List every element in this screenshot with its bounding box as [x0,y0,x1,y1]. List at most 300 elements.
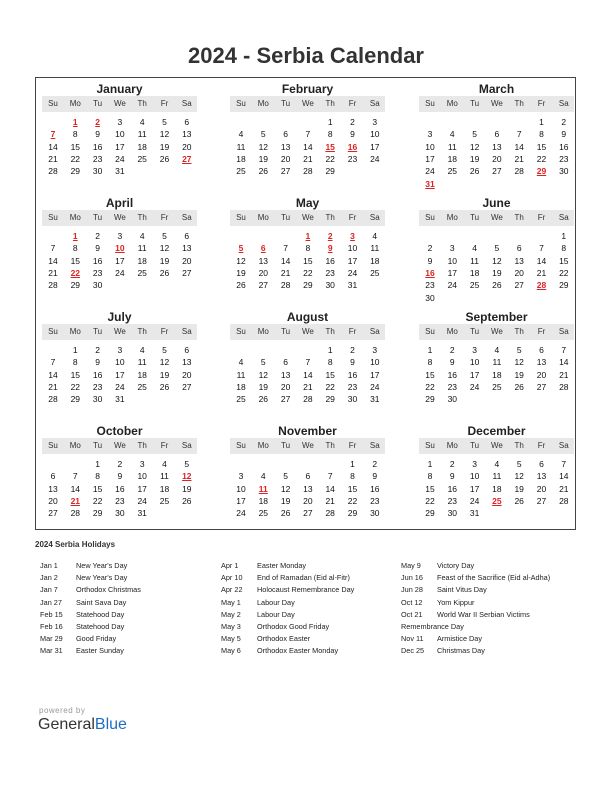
date-cell: 11 [160,471,169,482]
holiday-date-label: Jun 28 [401,585,423,595]
date-cell: 6 [50,471,56,482]
date-cell: 10 [370,357,380,368]
date-cell: 15 [425,369,435,380]
weekday-label: Mo [257,99,269,108]
date-cell: 14 [70,483,81,494]
weekday-label: Mo [69,99,81,108]
date-cell: 29 [325,166,335,177]
date-cell: 11 [447,141,457,152]
date-cell: 17 [115,369,125,380]
holiday-date: 1 [305,231,311,241]
date-cell: 29 [325,394,335,405]
date-cell: 2 [95,231,100,241]
date-cell: 20 [280,153,291,164]
weekday-label: Su [48,99,58,108]
weekday-label: Th [137,99,147,108]
weekday-label: Su [425,99,435,108]
date-cell: 22 [70,153,81,164]
date-cell: 28 [514,166,524,177]
date-cell: 25 [469,280,480,291]
date-cell: 3 [117,345,123,355]
date-cell: 29 [92,508,103,519]
weekday-label: Mo [69,441,81,450]
weekday-label: Th [325,99,335,108]
date-cell: 24 [137,495,147,506]
date-cell: 8 [350,471,355,482]
date-cell: 25 [137,267,147,278]
date-cell: 7 [561,345,567,355]
date-cell: 19 [236,267,246,278]
weekday-label: Mo [446,327,458,336]
date-cell: 7 [305,357,311,368]
date-cell: 20 [258,267,269,278]
date-cell: 30 [447,394,458,405]
holiday-date: 2 [327,231,333,241]
holiday-date: 12 [182,471,192,482]
date-cell: 16 [92,255,103,266]
date-cell: 11 [236,369,246,380]
holiday-date-label: May 9 [401,561,421,570]
date-cell: 14 [303,141,313,152]
date-cell: 6 [494,129,500,140]
date-cell: 8 [72,357,78,368]
date-cell: 8 [72,243,78,254]
date-cell: 17 [115,255,125,266]
date-cell: 13 [48,483,58,494]
date-cell: 15 [303,255,313,266]
month-name: October [96,424,143,438]
holiday-row [221,584,354,596]
holiday-date: 9 [327,243,333,254]
date-cell: 4 [139,345,145,355]
date-cell: 13 [182,129,192,140]
month-name: February [281,82,334,96]
date-cell: 14 [48,141,58,152]
date-cell: 19 [280,495,291,506]
month-name: August [286,310,329,324]
holiday-name: Orthodox Christmas [76,585,141,595]
generalblue-logo[interactable] [38,716,127,734]
date-cell: 4 [238,357,244,368]
brand-general: General [38,716,95,733]
weekday-label: We [301,441,314,450]
date-cell: 4 [372,231,378,241]
date-cell: 23 [447,381,458,392]
date-cell: 20 [514,267,524,278]
holiday-row [40,645,141,657]
date-cell: 3 [472,345,477,355]
holiday-name: Statehood Day [76,609,125,619]
weekday-label: Su [236,213,246,222]
date-cell: 18 [159,483,170,494]
weekday-label: Tu [281,327,291,336]
holiday-row [40,621,141,633]
date-cell: 14 [48,369,58,380]
date-cell: 1 [72,345,78,355]
weekday-header [230,210,385,226]
date-cell: 6 [283,129,288,140]
date-cell: 18 [447,153,458,164]
holiday-name: Remembrance Day [401,621,464,631]
date-cell: 12 [280,483,291,494]
date-cell: 24 [469,495,480,506]
weekday-label: Tu [93,441,103,450]
date-cell: 7 [305,129,311,140]
holiday-date-label: Mar 31 [40,646,63,656]
date-cell: 12 [492,255,502,266]
date-cell: 20 [182,369,192,380]
holiday-name: Orthodox Easter [257,634,311,644]
date-cell: 30 [447,508,458,519]
holidays-heading: 2024 Serbia Holidays [35,540,116,549]
date-cell: 12 [258,141,269,152]
weekday-label: Su [236,99,246,108]
date-cell: 11 [137,129,147,140]
holiday-name: World War II Serbian Victims [437,609,530,619]
date-cell: 8 [72,129,78,140]
date-cell: 19 [514,483,524,494]
date-cell: 27 [492,166,502,177]
weekday-label: Tu [281,213,291,222]
weekday-label: Sa [181,99,192,108]
date-cell: 28 [70,508,81,519]
date-cell: 5 [162,345,167,355]
date-cell: 6 [184,231,190,241]
date-cell: 6 [516,243,522,254]
date-cell: 30 [425,292,435,303]
holiday-date-label: May 5 [221,634,241,644]
date-cell: 18 [236,381,246,392]
date-cell: 24 [370,381,380,392]
weekday-label: Su [425,441,435,450]
date-cell: 11 [137,243,147,254]
date-cell: 24 [469,381,480,392]
date-cell: 21 [48,153,58,164]
date-cell: 25 [492,381,502,392]
weekday-label: Sa [181,327,192,336]
date-cell: 19 [182,483,192,494]
date-cell: 25 [447,166,458,177]
date-cell: 3 [372,117,378,127]
date-cell: 13 [182,357,192,368]
holiday-name: New Year's Day [76,561,128,570]
month-name: March [478,82,515,96]
holiday-date: 15 [325,141,335,152]
date-cell: 5 [260,129,266,140]
date-cell: 21 [325,495,335,506]
date-cell: 9 [372,471,378,482]
date-cell: 14 [559,357,569,368]
date-cell: 24 [115,381,125,392]
weekday-label: Fr [160,441,169,450]
date-cell: 7 [50,243,56,254]
date-cell: 2 [95,345,100,355]
date-cell: 9 [449,471,455,482]
date-cell: 31 [469,508,480,519]
weekday-label: Su [236,441,246,450]
holiday-name: Statehood Day [76,621,125,631]
date-cell: 13 [258,255,269,266]
date-cell: 3 [472,459,477,469]
date-cell: 19 [258,153,269,164]
weekday-label: Sa [558,327,569,336]
date-cell: 19 [258,381,269,392]
date-cell: 14 [559,471,569,482]
date-cell: 31 [137,508,147,519]
date-cell: 19 [159,141,170,152]
date-cell: 16 [325,255,335,266]
date-cell: 3 [372,345,378,355]
date-cell: 23 [370,495,380,506]
date-cell: 29 [425,394,435,405]
date-cell: 29 [70,166,81,177]
date-cell: 18 [137,255,147,266]
weekday-label: Sa [369,327,380,336]
date-cell: 22 [347,495,358,506]
page-title: 2024 - Serbia Calendar [187,43,424,68]
date-cell: 15 [347,483,358,494]
holiday-date: 1 [72,231,78,241]
holiday-date: 27 [182,153,192,164]
date-cell: 28 [325,508,335,519]
date-cell: 26 [492,280,502,291]
date-cell: 7 [72,471,78,482]
weekday-label: Su [236,327,246,336]
holiday-name: Saint Sava Day [76,597,127,607]
date-cell: 23 [347,153,358,164]
date-cell: 16 [92,141,103,152]
holiday-date: 6 [260,243,266,254]
holiday-name: Labour Day [257,597,295,607]
date-cell: 5 [494,243,500,254]
date-cell: 23 [425,280,435,291]
date-cell: 3 [427,129,433,140]
holiday-date: 5 [238,243,244,254]
weekday-label: Tu [470,99,480,108]
weekday-label: We [301,327,314,336]
date-cell: 18 [469,267,480,278]
weekday-label: We [113,441,126,450]
date-cell: 11 [492,471,502,482]
weekday-label: Th [514,327,524,336]
weekday-label: Sa [369,441,380,450]
brand-blue: Blue [94,716,127,733]
date-cell: 26 [258,394,269,405]
weekday-header [230,96,385,112]
weekday-label: Fr [348,327,357,336]
date-cell: 18 [236,153,246,164]
date-cell: 28 [559,495,569,506]
holiday-row [40,584,141,596]
date-cell: 30 [325,280,335,291]
date-cell: 6 [539,459,544,469]
weekday-label: We [490,99,503,108]
holiday-date: 10 [115,243,125,254]
date-cell: 8 [427,357,433,368]
date-cell: 11 [492,357,502,368]
date-cell: 24 [347,267,358,278]
weekday-label: Th [514,441,524,450]
date-cell: 15 [70,369,81,380]
holiday-name: Victory Day [437,561,475,570]
holiday-date-label: Mar 29 [40,634,63,644]
date-cell: 22 [425,495,435,506]
holiday-row [40,609,141,621]
weekday-label: Sa [369,99,380,108]
date-cell: 14 [48,255,58,266]
weekday-label: Tu [470,213,480,222]
date-cell: 2 [372,459,378,469]
date-cell: 18 [258,495,269,506]
holiday-name: New Year's Day [76,573,128,583]
date-cell: 8 [539,129,544,140]
date-cell: 2 [427,243,433,254]
weekday-label: Th [514,213,524,222]
date-cell: 21 [280,267,291,278]
month-name: December [467,424,526,438]
weekday-label: Tu [470,441,480,450]
date-cell: 21 [303,153,313,164]
holiday-row [221,609,354,621]
date-cell: 4 [162,459,167,469]
date-cell: 19 [469,153,480,164]
weekday-label: We [113,327,126,336]
powered-by-text: powered by [39,706,86,715]
holiday-name: Orthodox Good Friday [257,621,330,631]
holiday-column [401,560,550,658]
date-cell: 5 [283,471,288,482]
date-cell: 18 [492,483,502,494]
weekday-label: Fr [348,441,357,450]
date-cell: 13 [182,243,192,254]
holiday-date-label: Apr 10 [221,573,243,583]
date-cell: 11 [236,141,246,152]
month-name: January [96,82,143,96]
holiday-row [401,609,550,621]
date-cell: 8 [561,243,567,254]
weekday-label: Fr [537,99,546,108]
weekday-label: Th [514,99,524,108]
weekday-label: Sa [558,441,569,450]
date-cell: 30 [347,394,358,405]
holiday-date-label: Apr 22 [221,585,243,595]
date-cell: 13 [280,141,291,152]
date-cell: 8 [95,471,100,482]
date-cell: 5 [472,129,477,140]
weekday-label: Tu [281,441,291,450]
date-cell: 10 [137,471,147,482]
holiday-date-label: Oct 21 [401,609,423,619]
holiday-row [401,621,550,633]
date-cell: 24 [370,153,380,164]
date-cell: 10 [469,357,480,368]
date-cell: 1 [561,231,567,241]
date-cell: 4 [238,129,244,140]
date-cell: 16 [115,483,125,494]
holiday-name: Christmas Day [437,646,485,656]
date-cell: 15 [70,141,81,152]
weekday-header [419,210,574,226]
date-cell: 10 [469,471,480,482]
date-cell: 25 [137,381,147,392]
date-cell: 22 [92,495,103,506]
date-cell: 20 [492,153,502,164]
date-cell: 25 [258,508,269,519]
holiday-date-label: Nov 11 [401,634,424,644]
date-cell: 4 [494,459,500,469]
date-cell: 28 [303,394,313,405]
weekday-label: Sa [558,99,569,108]
weekday-label: Fr [537,327,546,336]
holiday-date: 16 [425,267,435,278]
weekday-label: Su [48,327,58,336]
date-cell: 30 [559,166,569,177]
date-cell: 20 [48,495,58,506]
date-cell: 26 [258,166,269,177]
weekday-header [419,96,574,112]
weekday-label: Tu [93,327,103,336]
date-cell: 3 [139,459,145,469]
date-cell: 29 [559,280,569,291]
holiday-name: Orthodox Easter Monday [257,646,339,656]
weekday-label: Th [137,441,147,450]
date-cell: 24 [447,280,458,291]
date-cell: 21 [303,381,313,392]
date-cell: 25 [236,166,246,177]
holiday-date: 22 [70,267,81,278]
date-cell: 18 [137,141,147,152]
date-cell: 29 [347,508,358,519]
date-cell: 17 [137,483,147,494]
date-cell: 3 [449,243,455,254]
date-cell: 12 [159,357,170,368]
holiday-date: 28 [536,280,547,291]
date-cell: 21 [48,381,58,392]
weekday-label: Fr [537,213,546,222]
weekday-label: Fr [348,99,357,108]
weekday-header [419,438,574,454]
date-cell: 15 [325,369,335,380]
date-cell: 18 [137,369,147,380]
date-cell: 29 [70,280,81,291]
date-cell: 17 [370,369,380,380]
date-cell: 12 [159,243,170,254]
date-cell: 17 [236,495,246,506]
holiday-date-label: Jan 27 [40,597,62,607]
weekday-label: Mo [446,99,458,108]
date-cell: 12 [469,141,480,152]
holiday-date-label: Jan 2 [40,573,58,583]
date-cell: 1 [427,345,433,355]
date-cell: 3 [117,231,123,241]
date-cell: 14 [536,255,547,266]
date-cell: 20 [182,141,192,152]
holiday-column [40,560,141,658]
date-cell: 17 [469,483,480,494]
weekday-label: Th [325,327,335,336]
date-cell: 27 [514,280,524,291]
date-cell: 26 [159,381,170,392]
holiday-date: 1 [72,117,78,127]
date-cell: 5 [260,357,266,368]
date-cell: 22 [536,153,547,164]
holiday-date-label: Oct 12 [401,597,423,607]
date-cell: 20 [182,255,192,266]
weekday-label: Mo [69,213,81,222]
holiday-row [401,572,550,584]
date-cell: 2 [449,345,455,355]
date-cell: 22 [70,381,81,392]
